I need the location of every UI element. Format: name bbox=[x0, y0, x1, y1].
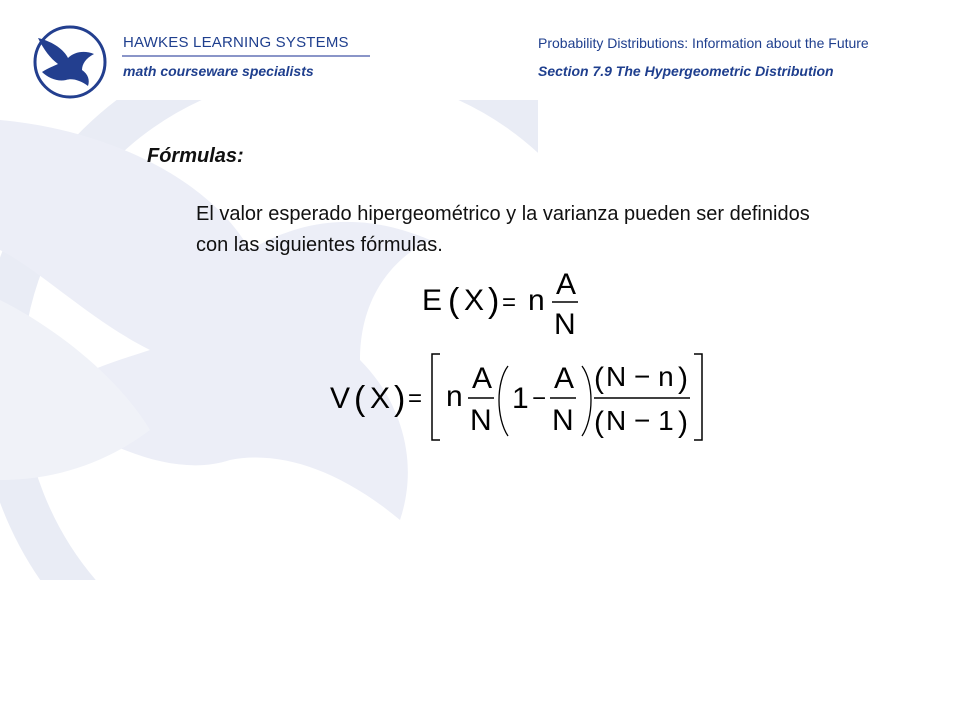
denominator-N: N bbox=[554, 308, 576, 340]
numerator-expression: N − n bbox=[606, 361, 674, 392]
equals-sign: = bbox=[502, 289, 517, 316]
paren-left: ( bbox=[354, 380, 366, 418]
page-heading: Fórmulas: bbox=[147, 145, 244, 167]
paren-right: ) bbox=[678, 362, 688, 395]
brand-divider bbox=[122, 55, 370, 57]
paren-right: ) bbox=[488, 282, 500, 320]
number-one: 1 bbox=[512, 382, 529, 415]
paren-left: ( bbox=[448, 282, 460, 320]
numerator-A: A bbox=[556, 268, 577, 301]
minus-sign: − bbox=[532, 385, 547, 412]
denominator-N: N bbox=[470, 404, 492, 437]
equals-sign: = bbox=[408, 385, 423, 412]
formula-symbol-V: V bbox=[330, 382, 351, 415]
formula-symbol-n: n bbox=[446, 380, 463, 413]
variance-formula bbox=[328, 352, 708, 449]
section-title: Section 7.9 The Hypergeometric Distribution bbox=[538, 63, 834, 79]
denominator-N: N bbox=[552, 404, 574, 437]
numerator-A: A bbox=[472, 362, 493, 395]
brand-tagline: math courseware specialists bbox=[123, 63, 314, 79]
formula-symbol-X: X bbox=[370, 382, 391, 415]
bracket-left bbox=[432, 354, 440, 440]
formula-symbol-E: E bbox=[422, 284, 443, 317]
denominator-expression: N − 1 bbox=[606, 405, 674, 436]
course-title: Probability Distributions: Information about the Future bbox=[538, 35, 869, 51]
numerator-A: A bbox=[554, 362, 575, 395]
formula-symbol-n: n bbox=[528, 284, 545, 317]
hawk-logo-icon bbox=[30, 24, 110, 100]
paren-right-large bbox=[582, 366, 591, 436]
body-text: El valor esperado hipergeométrico y la varianza pueden ser definidos con las siguientes fórmulas. bbox=[196, 203, 810, 256]
paren-left: ( bbox=[594, 362, 604, 395]
paren-right: ) bbox=[678, 406, 688, 439]
bracket-right bbox=[694, 354, 702, 440]
paren-right: ) bbox=[394, 380, 406, 418]
formula-symbol-X: X bbox=[464, 284, 485, 317]
paren-left: ( bbox=[594, 406, 604, 439]
expected-value-formula bbox=[420, 268, 590, 345]
brand-name: HAWKES LEARNING SYSTEMS bbox=[123, 34, 349, 51]
paren-left-large bbox=[499, 366, 508, 436]
